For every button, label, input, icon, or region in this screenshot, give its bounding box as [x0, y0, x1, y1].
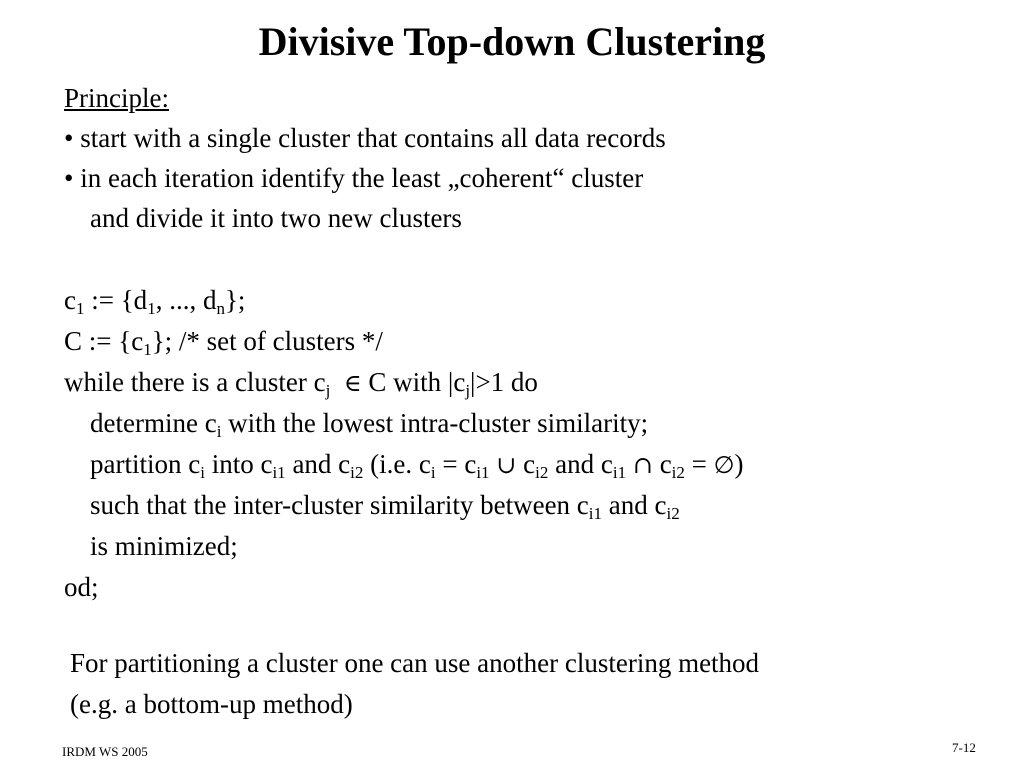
- bullet-2: • in each iteration identify the least „coherent“ cluster: [64, 163, 644, 193]
- note-line-1: For partitioning a cluster one can use another clustering method: [70, 648, 760, 678]
- bullet-2-continuation: and divide it into two new clusters: [90, 203, 462, 233]
- empty-set-symbol: ∅: [713, 451, 735, 479]
- algorithm-line-4: determine $c_i$ with the lowest intra-cluster similarity;: [90, 408, 649, 441]
- algorithm-line-3: while there is a cluster $c_j$ ∈ C with $|c_j|>1$ do: [64, 367, 538, 400]
- principle-heading: Principle:: [64, 83, 169, 113]
- algorithm-line-2: C := $\{c_1\}$; /* set of clusters */: [64, 326, 383, 359]
- algorithm-line-6: such that the inter-cluster similarity between $c_{i1}$ and $c_{i2}$: [90, 490, 680, 523]
- algorithm-line-1: $c_1$ := {$d_1$, ..., $d_n$};: [64, 285, 246, 318]
- algorithm-line-8: od;: [64, 572, 99, 602]
- slide-title: Divisive Top-down Clustering: [258, 19, 766, 64]
- algorithm-line-7: is minimized;: [90, 531, 238, 561]
- footer-course: IRDM WS 2005: [62, 744, 148, 759]
- element-of-symbol: ∈: [343, 369, 362, 397]
- note-line-2: (e.g. a bottom-up method): [70, 689, 353, 719]
- footer-page-number: 7-12: [952, 740, 976, 755]
- bullet-1: • start with a single cluster that contains all data records: [64, 123, 666, 153]
- algorithm-line-5: partition $c_i$ into $c_{i1}$ and $c_{i2}$ (i.e. $c_i = c_{i1}$ ∪ $c_{i2}$ and $c_{i1}$ ∩ $c_{i2}$ = ∅): [90, 449, 744, 482]
- union-symbol: ∪: [496, 451, 517, 479]
- intersection-symbol: ∩: [632, 451, 653, 479]
